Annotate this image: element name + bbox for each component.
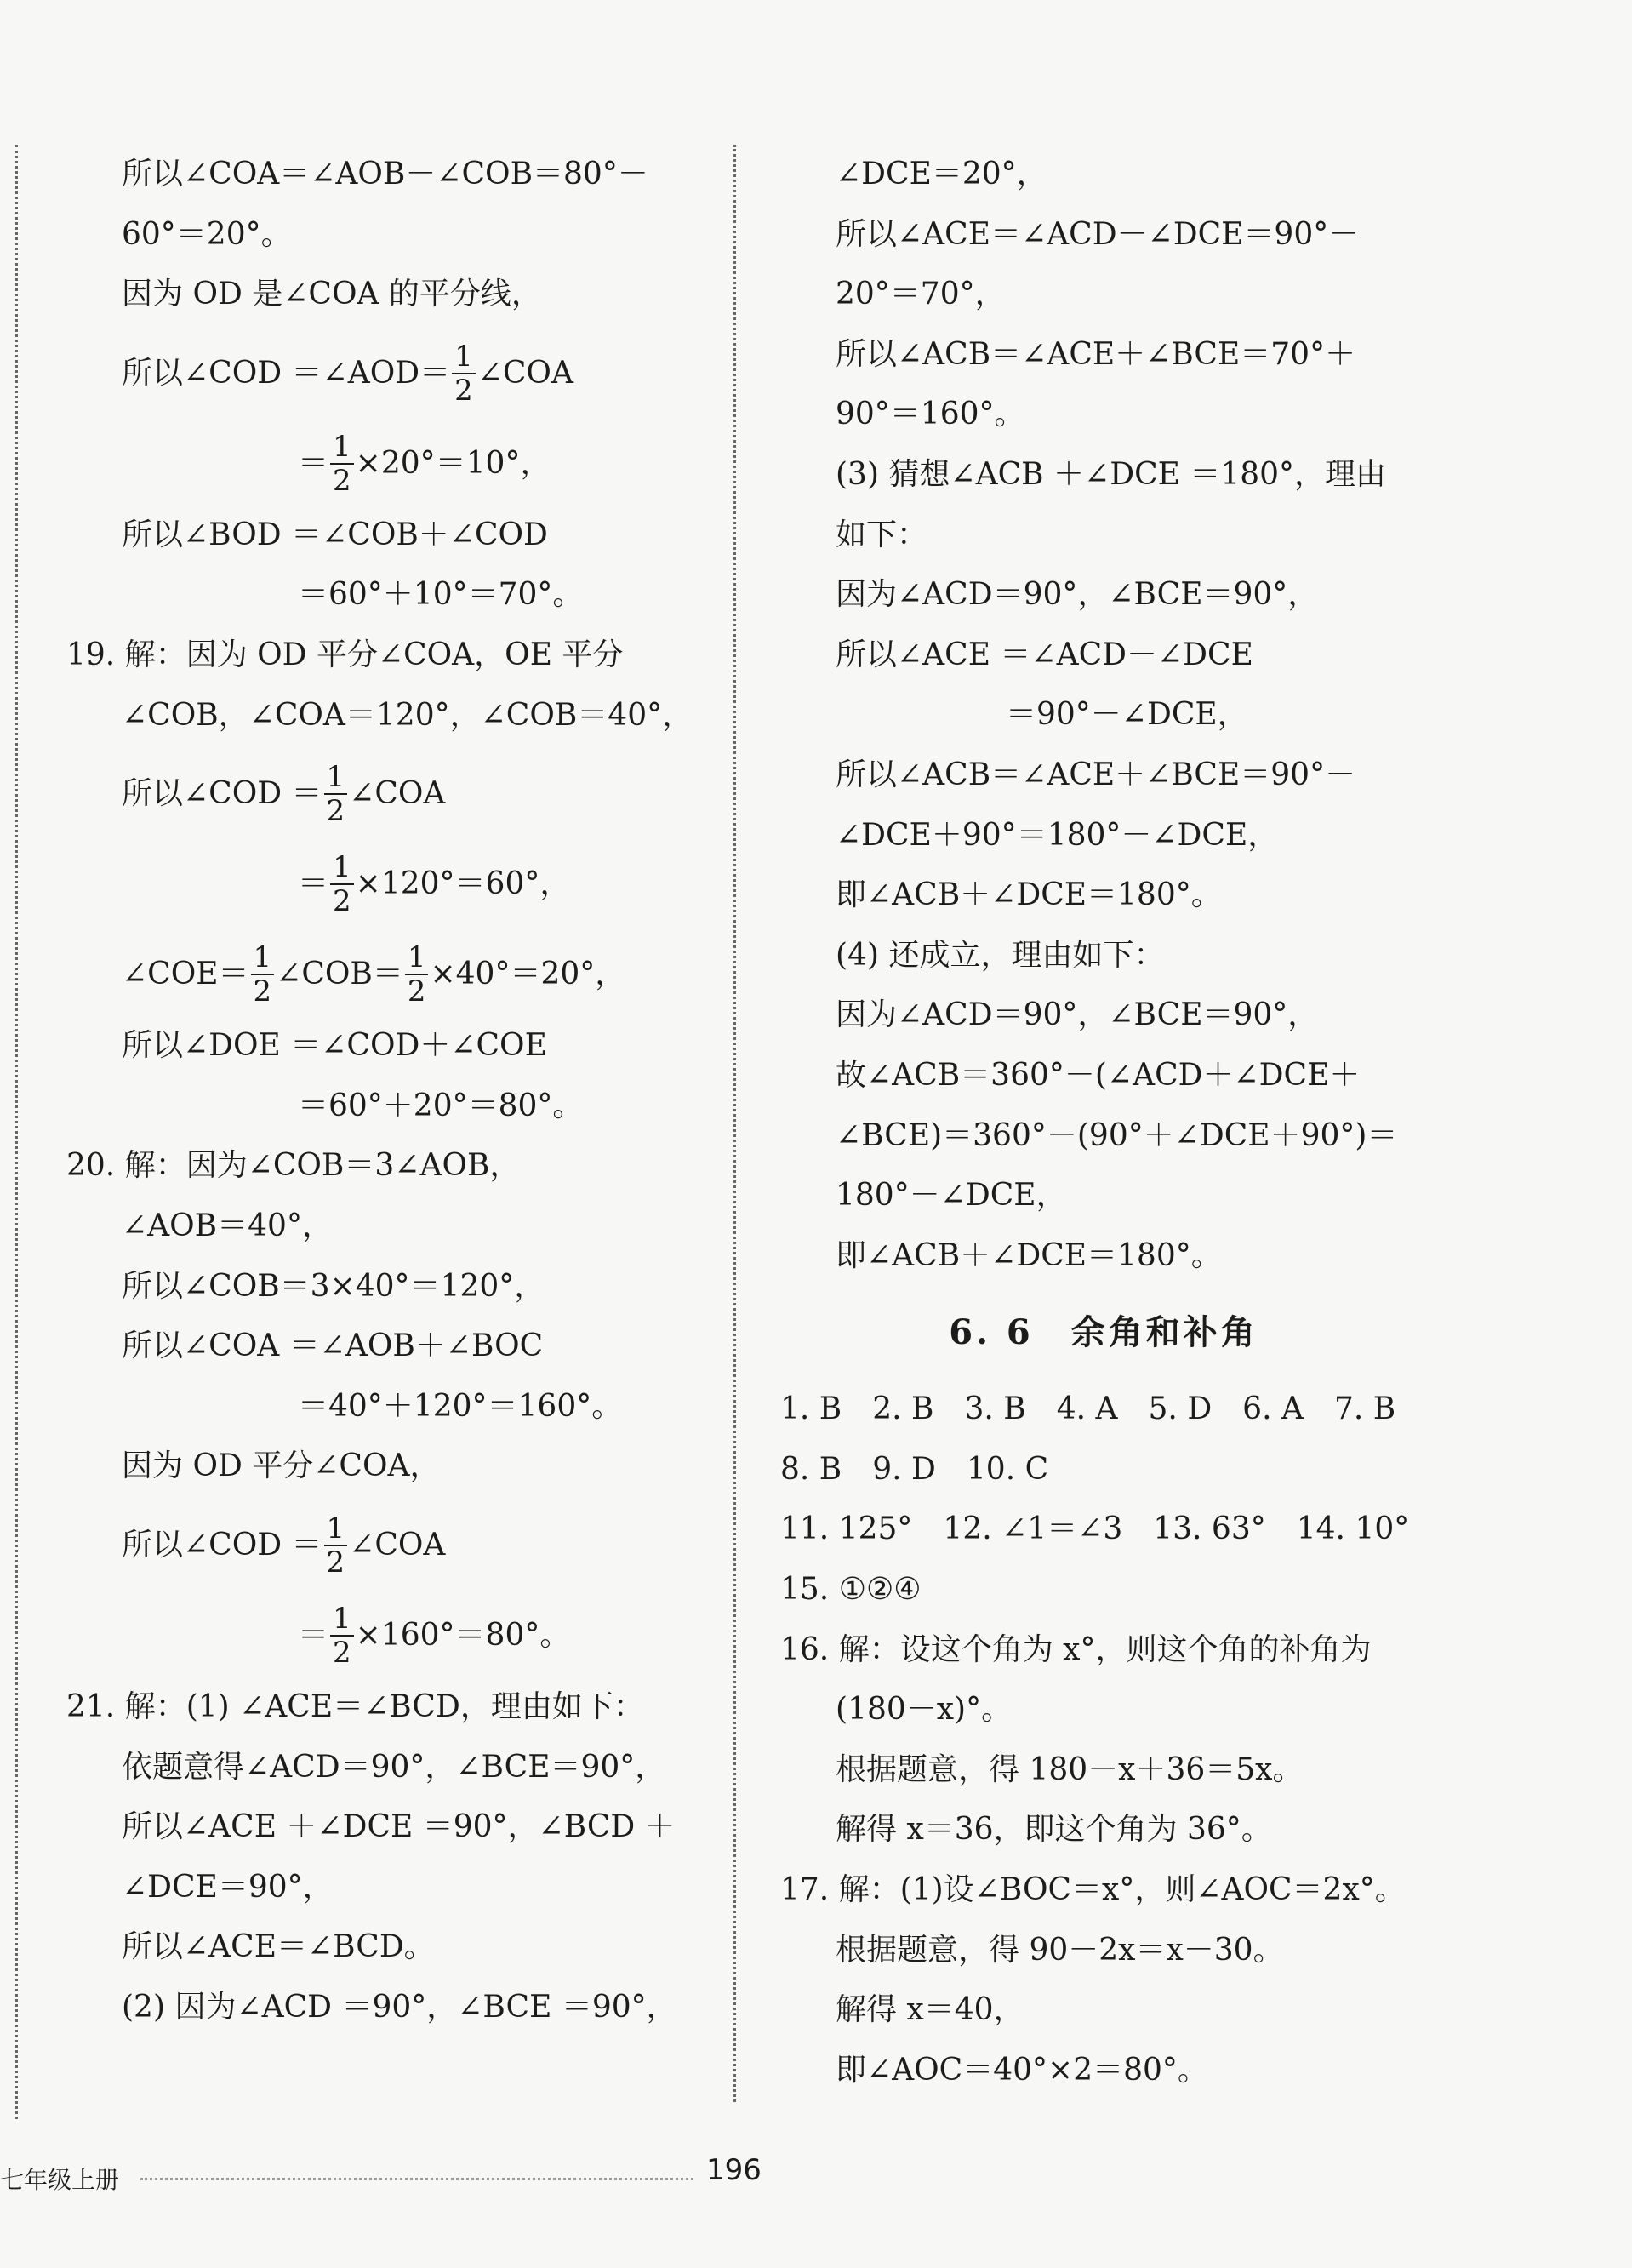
text-line: 8. B 9. D 10. C: [780, 1451, 1049, 1487]
fraction-numerator: 1: [405, 941, 429, 975]
text-segment: ∠COA: [349, 776, 446, 812]
text-line: 根据题意，得 180－x＋36＝5x。: [836, 1751, 1304, 1787]
text-line: 20°＝70°，: [836, 277, 1006, 312]
fraction-line: [66, 1587, 713, 1677]
grade-label: 七年级上册: [0, 2166, 120, 2194]
fraction-line-content: [66, 340, 573, 407]
text-segment: 所以∠COD ＝: [122, 1527, 322, 1562]
text-line: 11. 125° 12. ∠1＝∠3 13. 63° 14. 10°: [780, 1511, 1410, 1547]
fraction-numerator: 1: [324, 1512, 348, 1546]
text-line: 解得 x＝40，: [836, 1992, 1024, 2028]
text-line: 90°＝160°。: [836, 397, 1025, 432]
text-segment: ×40°＝20°，: [430, 957, 626, 992]
text-line: 所以∠ACE ＋∠DCE ＝90°，∠BCD ＋: [122, 1809, 676, 1845]
fraction-line-content: [66, 761, 445, 827]
fraction-line: [66, 746, 713, 836]
text-line: 如下：: [836, 517, 928, 552]
text-line: (3) 猜想∠ACB ＋∠DCE ＝180°，理由: [836, 456, 1387, 492]
fraction: [324, 1512, 348, 1579]
text-line: 所以∠COA＝∠AOB－∠COB＝80°－: [122, 157, 648, 191]
text-line: (4) 还成立，理由如下：: [836, 937, 1165, 973]
fraction-line-content: [66, 1602, 570, 1669]
fraction: [330, 1602, 354, 1669]
text-line: 依题意得∠ACD＝90°，∠BCE＝90°，: [122, 1749, 666, 1785]
text-line: 所以∠ACE＝∠ACD－∠DCE＝90°－: [836, 216, 1360, 252]
fraction: [251, 941, 275, 1008]
text-line: 所以∠ACE ＝∠ACD－∠DCE: [836, 637, 1253, 672]
text-line: ＝60°＋20°＝80°。: [298, 1088, 584, 1123]
fraction: [452, 340, 476, 407]
fraction-line-content: [66, 1512, 445, 1579]
text-line: ∠BCE)＝360°－(90°＋∠DCE＋90°)＝: [836, 1117, 1398, 1153]
fraction-numerator: 1: [452, 340, 476, 374]
text-line: 故∠ACB＝360°－(∠ACD＋∠DCE＋: [836, 1057, 1361, 1093]
text-line: 所以∠DOE ＝∠COD＋∠COE: [122, 1028, 547, 1064]
text-line: (2) 因为∠ACD ＝90°，∠BCE ＝90°，: [122, 1989, 677, 2025]
fraction: [324, 761, 348, 827]
fraction: [330, 431, 354, 497]
fraction-numerator: 1: [251, 941, 275, 975]
fraction-denominator: 2: [454, 373, 473, 408]
text-line: 因为∠ACD＝90°，∠BCE＝90°，: [836, 997, 1319, 1033]
fraction-line: [66, 415, 713, 506]
text-line: 21. 解：(1) ∠ACE＝∠BCD，理由如下：: [66, 1688, 644, 1724]
text-line: 180°－∠DCE，: [836, 1178, 1067, 1214]
fraction-line-content: [66, 941, 625, 1008]
column-divider: [733, 145, 736, 2102]
text-line: 解得 x＝36，即这个角为 36°。: [836, 1812, 1272, 1848]
left-dotted-border: [15, 145, 18, 2119]
text-line: 所以∠BOD ＝∠COB＋∠COD: [122, 517, 548, 552]
text-line: ＝90°－∠DCE，: [1006, 697, 1248, 733]
text-line: 因为 OD 平分∠COA，: [122, 1448, 441, 1484]
text-line: 17. 解：(1)设∠BOC＝x°，则∠AOC＝2x°。: [780, 1872, 1406, 1908]
text-segment: ∠COE＝: [122, 957, 249, 992]
fraction-denominator: 2: [326, 1545, 345, 1580]
fraction-denominator: 2: [333, 1635, 351, 1670]
fraction-line: [66, 325, 713, 415]
text-line: 所以∠COB＝3×40°＝120°，: [122, 1268, 545, 1304]
fraction-line: [66, 1497, 713, 1587]
fraction-denominator: 2: [333, 884, 351, 919]
text-line: ∠DCE＋90°＝180°－∠DCE，: [836, 817, 1279, 853]
text-line: ∠DCE＝90°，: [122, 1869, 334, 1905]
text-line: 所以∠ACB＝∠ACE＋∠BCE＝90°－: [836, 757, 1356, 792]
fraction-line-content: [66, 431, 551, 497]
text-segment: ＝: [298, 445, 329, 481]
fraction-numerator: 1: [330, 1602, 354, 1637]
text-segment: 所以∠COD ＝: [122, 776, 322, 812]
text-line: 20. 解：因为∠COB＝3∠AOB，: [66, 1148, 521, 1184]
text-line: 所以∠ACE＝∠BCD。: [122, 1929, 435, 1965]
text-segment: ∠COA: [476, 355, 573, 391]
text-line: 即∠ACB＋∠DCE＝180°。: [836, 1237, 1222, 1273]
fraction: [405, 941, 429, 1008]
left-column: [66, 145, 713, 2037]
fraction-numerator: 1: [324, 761, 348, 795]
text-line: ∠COB，∠COA＝120°，∠COB＝40°，: [122, 697, 693, 733]
text-line: 根据题意，得 90－2x＝x－30。: [836, 1932, 1284, 1968]
text-line: 即∠ACB＋∠DCE＝180°。: [836, 877, 1222, 913]
text-segment: ＝: [298, 1617, 329, 1653]
text-line: 15. ①②④: [780, 1572, 922, 1608]
text-line: 所以∠ACB＝∠ACE＋∠BCE＝70°＋: [836, 336, 1356, 372]
fraction-line: [66, 836, 713, 926]
fraction-denominator: 2: [333, 463, 351, 498]
text-segment: ＝: [298, 866, 329, 902]
fraction-line-content: [66, 851, 570, 917]
fraction-denominator: 2: [407, 974, 426, 1009]
right-column: [780, 145, 1427, 2100]
footer-dotted-line: [140, 2178, 693, 2180]
text-segment: ×20°＝10°，: [355, 445, 551, 481]
text-segment: ×120°＝60°，: [355, 866, 571, 902]
text-line: ∠DCE＝20°，: [836, 157, 1047, 191]
text-line: 所以∠COA ＝∠AOB＋∠BOC: [122, 1328, 544, 1364]
page-number: 196: [706, 2153, 762, 2187]
text-line: 16. 解：设这个角为 x°，则这个角的补角为: [780, 1631, 1372, 1667]
text-segment: 所以∠COD ＝∠AOD＝: [122, 355, 451, 391]
fraction-numerator: 1: [330, 431, 354, 465]
text-line: 60°＝20°。: [122, 216, 292, 252]
fraction-denominator: 2: [253, 974, 272, 1009]
text-line: ∠AOB＝40°，: [122, 1208, 333, 1243]
fraction-denominator: 2: [326, 794, 345, 829]
text-line: 即∠AOC＝40°×2＝80°。: [836, 2052, 1208, 2088]
text-line: 1. B 2. B 3. B 4. A 5. D 6. A 7. B: [780, 1391, 1396, 1427]
text-line: 因为 OD 是∠COA 的平分线，: [122, 277, 542, 312]
text-line: (180－x)°。: [836, 1692, 1013, 1728]
fraction-line: [66, 926, 713, 1016]
text-line: 19. 解：因为 OD 平分∠COA，OE 平分: [66, 637, 624, 672]
fraction-numerator: 1: [330, 851, 354, 885]
text-line: ＝60°＋10°＝70°。: [298, 577, 584, 613]
text-line: 因为∠ACD＝90°，∠BCE＝90°，: [836, 577, 1319, 613]
fraction: [330, 851, 354, 917]
text-line: ＝40°＋120°＝160°。: [298, 1388, 623, 1424]
text-segment: ∠COB＝: [276, 957, 403, 992]
section-heading: 6. 6 余角和补角: [949, 1312, 1258, 1353]
text-segment: ∠COA: [349, 1527, 446, 1562]
text-segment: ×160°＝80°。: [355, 1617, 571, 1653]
